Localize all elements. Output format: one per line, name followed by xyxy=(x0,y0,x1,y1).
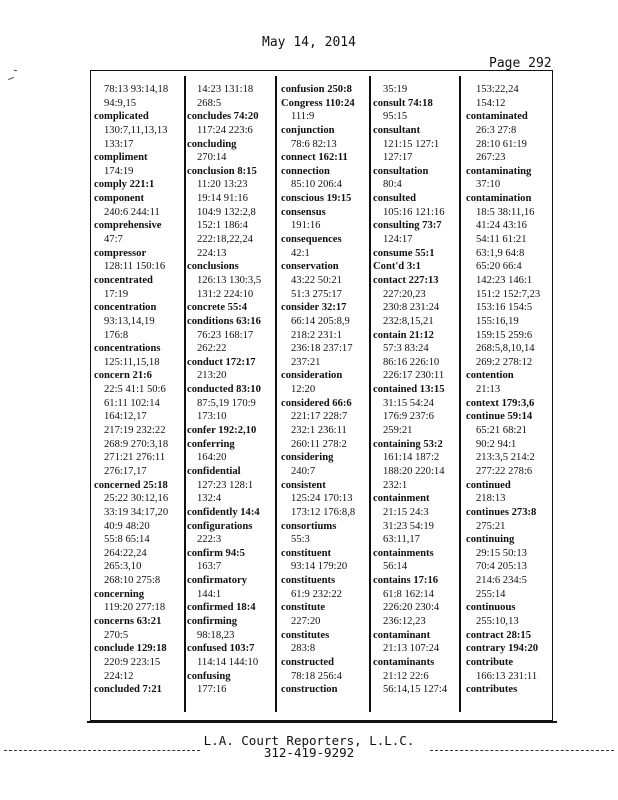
index-term: constitute xyxy=(281,602,326,614)
index-reference: 270:14 xyxy=(197,152,227,164)
column-divider xyxy=(369,76,371,712)
index-term: considered 66:6 xyxy=(281,397,352,409)
index-reference: 191:16 xyxy=(291,220,321,232)
index-reference: 28:10 61:19 xyxy=(476,138,527,150)
index-term: confirmed 18:4 xyxy=(187,602,256,614)
index-term: concludes 74:20 xyxy=(187,111,259,123)
index-reference: 61:8 162:14 xyxy=(383,588,434,600)
index-reference: 236:18 237:17 xyxy=(291,343,353,355)
index-term: confused 103:7 xyxy=(187,643,255,655)
index-term: conducted 83:10 xyxy=(187,384,261,396)
index-reference: 155:16,19 xyxy=(476,315,519,327)
index-term: concrete 55:4 xyxy=(187,302,248,314)
index-term: confidently 14:4 xyxy=(187,506,260,518)
footer-dash-left xyxy=(4,750,200,752)
index-term: consequences xyxy=(281,234,342,246)
index-reference: 132:4 xyxy=(197,493,222,505)
index-reference: 57:3 83:24 xyxy=(383,343,429,355)
index-reference: 236:12,23 xyxy=(383,615,426,627)
index-reference: 124:17 xyxy=(383,234,413,246)
index-column-4 xyxy=(373,83,447,697)
index-term: compressor xyxy=(94,247,147,259)
index-reference: 61:9 232:22 xyxy=(291,588,342,600)
index-term: containing 53:2 xyxy=(373,438,443,450)
index-reference: 232:8,15,21 xyxy=(383,315,434,327)
index-reference: 65:21 68:21 xyxy=(476,425,527,437)
index-term: contributes xyxy=(466,684,518,696)
scan-speck xyxy=(14,70,17,71)
index-reference: 128:11 150:16 xyxy=(104,261,166,273)
index-reference: 33:19 34:17,20 xyxy=(104,506,169,518)
index-reference: 276:17,17 xyxy=(104,465,147,477)
index-reference: 176:9 237:6 xyxy=(383,411,434,423)
index-term: confirm 94:5 xyxy=(187,547,245,559)
index-reference: 86:16 226:10 xyxy=(383,356,440,368)
index-reference: 94:9,15 xyxy=(104,97,137,109)
index-term: containments xyxy=(373,547,434,559)
index-reference: 259:21 xyxy=(383,425,413,437)
index-term: conduct 172:17 xyxy=(187,356,256,368)
index-term: concerning xyxy=(94,588,145,600)
index-reference: 121:15 127:1 xyxy=(383,138,440,150)
index-reference: 119:20 277:18 xyxy=(104,602,166,614)
index-reference: 55:3 xyxy=(291,534,310,546)
index-reference: 232:1 236:11 xyxy=(291,425,347,437)
index-reference: 188:20 220:14 xyxy=(383,465,445,477)
index-reference: 265:3,10 xyxy=(104,561,142,573)
index-reference: 232:1 xyxy=(383,479,408,491)
index-reference: 78:13 93:14,18 xyxy=(104,84,169,95)
index-term: contract 28:15 xyxy=(466,629,532,641)
index-term: conclusions xyxy=(187,261,239,273)
index-term: confusing xyxy=(187,670,231,682)
index-reference: 269:2 278:12 xyxy=(476,356,533,368)
index-term: consultation xyxy=(373,165,429,177)
footer-reporter: L.A. Court Reporters, L.L.C. xyxy=(203,733,415,748)
index-term: concentration xyxy=(94,302,157,314)
index-term: consistent xyxy=(281,479,326,491)
index-term: contain 21:12 xyxy=(373,329,434,341)
index-reference: 63:1,9 64:8 xyxy=(476,247,525,259)
index-reference: 78:6 82:13 xyxy=(291,138,337,150)
index-term: concentrated xyxy=(94,274,153,286)
index-reference: 78:18 256:4 xyxy=(291,670,342,682)
index-reference: 21:13 107:24 xyxy=(383,643,440,655)
index-reference: 255:10,13 xyxy=(476,615,519,627)
index-reference: 21:13 xyxy=(476,384,501,396)
index-reference: 224:12 xyxy=(104,670,134,682)
index-reference: 51:3 275:17 xyxy=(291,288,342,300)
index-term: consortiums xyxy=(281,520,337,532)
column-divider xyxy=(275,76,277,712)
index-term: concentrations xyxy=(94,343,161,355)
index-reference: 268:10 275:8 xyxy=(104,575,161,587)
index-reference: 268:9 270:3,18 xyxy=(104,438,169,450)
index-reference: 255:14 xyxy=(476,588,506,600)
footer-phone: 312-419-9292 xyxy=(263,745,355,760)
frame-bottom-rule xyxy=(87,721,557,723)
index-term: continue 59:14 xyxy=(466,411,533,423)
index-term: context 179:3,6 xyxy=(466,397,535,409)
index-reference: 56:14 xyxy=(383,561,408,573)
index-term: consider 32:17 xyxy=(281,302,347,314)
index-reference: 105:16 121:16 xyxy=(383,206,445,218)
index-reference: 283:8 xyxy=(291,643,316,655)
index-term: conclude 129:18 xyxy=(94,643,167,655)
index-reference: 221:17 228:7 xyxy=(291,411,348,423)
index-term: continuing xyxy=(466,534,515,546)
index-reference: 218:13 xyxy=(476,493,506,505)
index-term: compliment xyxy=(94,152,148,164)
index-reference: 226:20 230:4 xyxy=(383,602,440,614)
index-term: continuous xyxy=(466,602,516,614)
index-term: considering xyxy=(281,452,334,464)
index-reference: 213:20 xyxy=(197,370,227,382)
index-reference: 29:15 50:13 xyxy=(476,547,527,559)
index-term: construction xyxy=(281,684,338,696)
index-term: concern 21:6 xyxy=(94,370,152,382)
index-term: containment xyxy=(373,493,430,505)
index-term: contained 13:15 xyxy=(373,384,445,396)
index-reference: 93:14 179:20 xyxy=(291,561,348,573)
index-reference: 142:23 146:1 xyxy=(476,274,533,286)
column-divider xyxy=(184,76,186,712)
index-term: contaminated xyxy=(466,111,528,123)
index-term: contaminant xyxy=(373,629,431,641)
index-reference: 21:15 24:3 xyxy=(383,506,429,518)
index-reference: 47:7 xyxy=(104,234,123,246)
index-term: confidential xyxy=(187,465,241,477)
index-term: connect 162:11 xyxy=(281,152,348,164)
index-reference: 80:4 xyxy=(383,179,402,191)
index-reference: 222:3 xyxy=(197,534,222,546)
index-reference: 87:5,19 170:9 xyxy=(197,397,256,409)
index-term: comply 221:1 xyxy=(94,179,155,191)
page-number: Page 292 xyxy=(489,56,552,71)
index-reference: 173:12 176:8,8 xyxy=(291,506,356,518)
index-reference: 164:12,17 xyxy=(104,411,147,423)
index-reference: 164:20 xyxy=(197,452,227,464)
index-reference: 61:11 102:14 xyxy=(104,397,160,409)
index-reference: 275:21 xyxy=(476,520,506,532)
index-reference: 213:3,5 214:2 xyxy=(476,452,535,464)
index-reference: 18:5 38:11,16 xyxy=(476,206,535,218)
index-term: concerns 63:21 xyxy=(94,615,162,627)
index-reference: 127:17 xyxy=(383,152,413,164)
index-reference: 31:15 54:24 xyxy=(383,397,434,409)
index-term: confirming xyxy=(187,615,238,627)
index-term: concluded 7:21 xyxy=(94,684,162,696)
index-term: consume 55:1 xyxy=(373,247,435,259)
index-term: connection xyxy=(281,165,330,177)
index-reference: 240:6 244:11 xyxy=(104,206,160,218)
scan-speck xyxy=(8,77,14,80)
index-reference: 41:24 43:16 xyxy=(476,220,527,232)
index-reference: 56:14,15 127:4 xyxy=(383,684,448,696)
index-term: continues 273:8 xyxy=(466,506,537,518)
index-reference: 227:20,23 xyxy=(383,288,426,300)
index-reference: 153:16 154:5 xyxy=(476,302,533,314)
index-term: constitutes xyxy=(281,629,330,641)
index-term: component xyxy=(94,193,145,205)
index-reference: 130:7,11,13,13 xyxy=(104,124,168,136)
index-term: contribute xyxy=(466,656,514,668)
index-term: constructed xyxy=(281,656,334,668)
index-reference: 176:8 xyxy=(104,329,129,341)
index-reference: 90:2 94:1 xyxy=(476,438,517,450)
index-reference: 40:9 48:20 xyxy=(104,520,150,532)
index-term: conscious 19:15 xyxy=(281,193,352,205)
index-term: complicated xyxy=(94,111,149,123)
index-reference: 85:10 206:4 xyxy=(291,179,342,191)
index-reference: 19:14 91:16 xyxy=(197,193,248,205)
index-reference: 43:22 50:21 xyxy=(291,274,342,286)
index-reference: 21:12 22:6 xyxy=(383,670,429,682)
index-reference: 267:23 xyxy=(476,152,506,164)
index-reference: 217:19 232:22 xyxy=(104,425,166,437)
header-date: May 14, 2014 xyxy=(262,35,356,50)
index-term: confusion 250:8 xyxy=(281,84,352,95)
index-reference: 177:16 xyxy=(197,684,227,696)
index-reference: 111:9 xyxy=(291,111,315,123)
index-term: contention xyxy=(466,370,514,382)
index-term: consultant xyxy=(373,124,421,136)
index-column-1 xyxy=(94,83,168,697)
index-term: configurations xyxy=(187,520,253,532)
index-reference: 114:14 144:10 xyxy=(197,656,259,668)
index-term: conferring xyxy=(187,438,235,450)
index-reference: 125:24 170:13 xyxy=(291,493,353,505)
index-reference: 268:5 xyxy=(197,97,222,109)
index-term: comprehensive xyxy=(94,220,162,232)
index-reference: 70:4 205:13 xyxy=(476,561,527,573)
index-reference: 12:20 xyxy=(291,384,316,396)
index-reference: 152:1 186:4 xyxy=(197,220,248,232)
index-reference: 42:1 xyxy=(291,247,310,259)
index-reference: 262:22 xyxy=(197,343,227,355)
index-term: conditions 63:16 xyxy=(187,315,261,327)
index-reference: 151:2 152:7,23 xyxy=(476,288,541,300)
index-reference: 93:13,14,19 xyxy=(104,315,155,327)
index-reference: 22:5 41:1 50:6 xyxy=(104,384,166,396)
index-term: consulting 73:7 xyxy=(373,220,442,232)
index-reference: 144:1 xyxy=(197,588,222,600)
index-reference: 271:21 276:11 xyxy=(104,452,166,464)
index-reference: 230:8 231:24 xyxy=(383,302,440,314)
index-reference: 226:17 230:11 xyxy=(383,370,445,382)
index-reference: 220:9 223:15 xyxy=(104,656,161,668)
index-reference: 214:6 234:5 xyxy=(476,575,527,587)
column-divider xyxy=(459,76,461,712)
index-column-3 xyxy=(281,83,355,697)
index-reference: 222:18,22,24 xyxy=(197,234,253,246)
index-reference: 66:14 205:8,9 xyxy=(291,315,350,327)
index-term: contains 17:16 xyxy=(373,575,439,587)
index-reference: 127:23 128:1 xyxy=(197,479,254,491)
index-reference: 154:12 xyxy=(476,97,506,109)
index-reference: 98:18,23 xyxy=(197,629,235,641)
index-reference: 35:19 xyxy=(383,84,408,95)
index-term: consideration xyxy=(281,370,343,382)
index-reference: 63:11,17 xyxy=(383,534,420,546)
index-term: consult 74:18 xyxy=(373,97,433,109)
index-reference: 264:22,24 xyxy=(104,547,147,559)
index-column-5 xyxy=(466,83,540,697)
index-reference: 76:23 168:17 xyxy=(197,329,254,341)
index-reference: 95:15 xyxy=(383,111,408,123)
index-reference: 173:10 xyxy=(197,411,227,423)
index-reference: 55:8 65:14 xyxy=(104,534,150,546)
index-term: concluding xyxy=(187,138,237,150)
index-term: confirmatory xyxy=(187,575,248,587)
index-reference: 161:14 187:2 xyxy=(383,452,440,464)
index-reference: 117:24 223:6 xyxy=(197,124,253,136)
index-term: contact 227:13 xyxy=(373,274,439,286)
index-column-2 xyxy=(187,83,261,697)
index-reference: 163:7 xyxy=(197,561,222,573)
index-reference: 65:20 66:4 xyxy=(476,261,522,273)
index-reference: 25:22 30:12,16 xyxy=(104,493,169,505)
index-reference: 166:13 231:11 xyxy=(476,670,538,682)
index-reference: 218:2 231:1 xyxy=(291,329,342,341)
index-term: contaminants xyxy=(373,656,435,668)
index-reference: 17:19 xyxy=(104,288,129,300)
index-reference: 37:10 xyxy=(476,179,501,191)
index-term: contrary 194:20 xyxy=(466,643,539,655)
index-term: consulted xyxy=(373,193,416,205)
index-reference: 268:5,8,10,14 xyxy=(476,343,535,355)
index-reference: 174:19 xyxy=(104,165,134,177)
index-reference: 133:17 xyxy=(104,138,134,150)
index-term: Cont'd 3:1 xyxy=(373,261,421,273)
index-reference: 260:11 278:2 xyxy=(291,438,347,450)
index-reference: 126:13 130:3,5 xyxy=(197,274,262,286)
index-reference: 227:20 xyxy=(291,615,321,627)
index-reference: 159:15 259:6 xyxy=(476,329,533,341)
footer-dash-right xyxy=(430,750,614,752)
index-reference: 270:5 xyxy=(104,629,129,641)
index-reference: 224:13 xyxy=(197,247,227,259)
index-term: concerned 25:18 xyxy=(94,479,168,491)
index-term: conclusion 8:15 xyxy=(187,165,257,177)
index-term: confer 192:2,10 xyxy=(187,425,257,437)
index-reference: 240:7 xyxy=(291,465,316,477)
index-reference: 26:3 27:8 xyxy=(476,124,517,136)
index-reference: 277:22 278:6 xyxy=(476,465,533,477)
index-reference: 11:20 13:23 xyxy=(197,179,248,191)
index-reference: 125:11,15,18 xyxy=(104,356,160,368)
index-reference: 104:9 132:2,8 xyxy=(197,206,256,218)
index-reference: 31:23 54:19 xyxy=(383,520,434,532)
index-reference: 54:11 61:21 xyxy=(476,234,527,246)
index-term: conservation xyxy=(281,261,339,273)
index-term: contamination xyxy=(466,193,532,205)
index-term: consensus xyxy=(281,206,326,218)
index-term: constituents xyxy=(281,575,336,587)
index-term: constituent xyxy=(281,547,332,559)
index-term: continued xyxy=(466,479,511,491)
index-reference: 14:23 131:18 xyxy=(197,84,254,95)
index-term: conjunction xyxy=(281,124,335,136)
index-term: contaminating xyxy=(466,165,532,177)
index-reference: 153:22,24 xyxy=(476,84,519,95)
index-term: Congress 110:24 xyxy=(281,97,355,109)
index-reference: 237:21 xyxy=(291,356,321,368)
index-reference: 131:2 224:10 xyxy=(197,288,254,300)
